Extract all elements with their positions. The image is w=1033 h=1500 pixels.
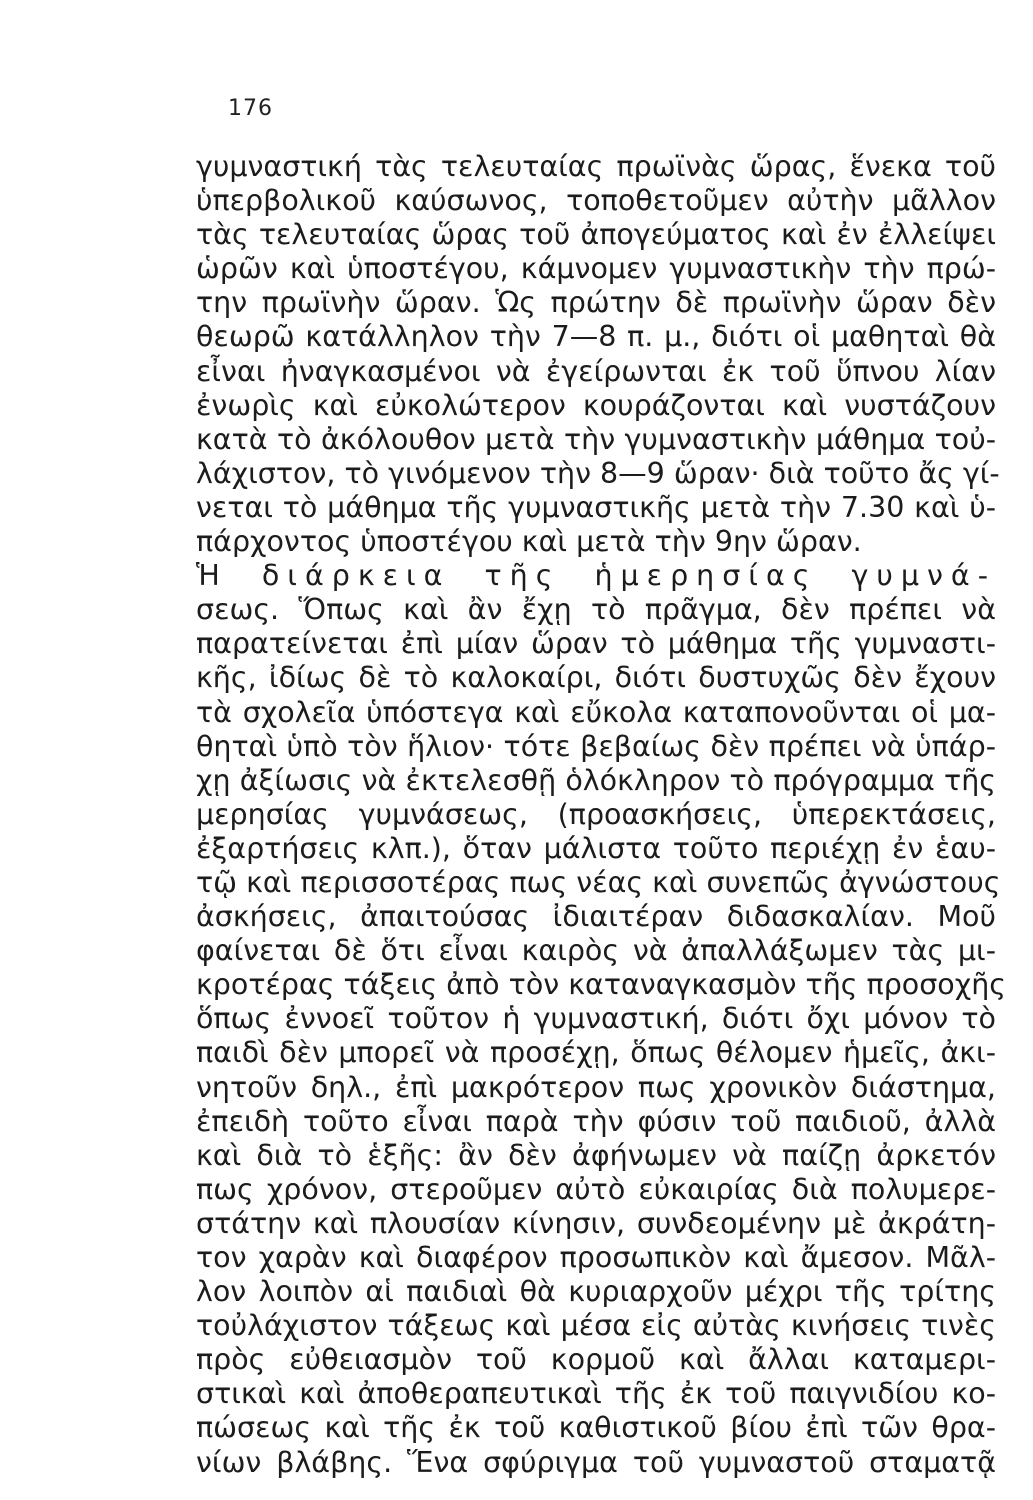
text-line: παιδὶ δὲν μπορεῖ νὰ προσέχῃ, ὅπως θέλομεν ἡμεῖς, ἀκι- (196, 1036, 996, 1070)
text-line: τῷ καὶ περισσοτέρας πως νέας καὶ συνεπῶς ἀγνώστους (196, 865, 1001, 899)
text-line: χῃ ἀξίωσις νὰ ἐκτελεσθῇ ὁλόκληρον τὸ πρόγραμμα τῆς (196, 763, 996, 797)
text-line: ὅπως ἐννοεῖ τοῦτον ἡ γυμναστική, διότι ὄχι μόνον τὸ (196, 1002, 996, 1036)
text-line: καὶ διὰ τὸ ἑξῆς: ἂν δὲν ἀφήνωμεν νὰ παίζῃ ἀρκετόν (196, 1138, 996, 1172)
text-line: ὑπερβολικοῦ καύσωνος, τοποθετοῦμεν αὐτὴν μᾶλλον (196, 184, 996, 218)
text-line: τὰς τελευταίας ὥρας τοῦ ἀπογεύματος καὶ ἐν ἐλλείψει (196, 218, 996, 252)
text-line: νεται τὸ μάθημα τῆς γυμναστικῆς μετὰ τὴν 7.30 καὶ ὑ- (196, 490, 996, 524)
text-line: σεως. Ὅπως καὶ ἂν ἔχῃ τὸ πρᾶγμα, δὲν πρέπει νὰ (196, 593, 996, 627)
body-text (196, 150, 1006, 1480)
text-line: τοὐλάχιστον τάξεως καὶ μέσα εἰς αὐτὰς κινήσεις τινὲς (196, 1309, 996, 1343)
text-line: στάτην καὶ πλουσίαν κίνησιν, συνδεομένην μὲ ἀκράτη- (196, 1206, 996, 1240)
text-line: κατὰ τὸ ἀκόλουθον μετὰ τὴν γυμναστικὴν μάθημα τοὐ- (196, 422, 996, 456)
text-line: μερησίας γυμνάσεως, (προασκήσεις, ὑπερεκτάσεις, (196, 797, 996, 831)
text-line: ἀσκήσεις, ἀπαιτούσας ἰδιαιτέραν διδασκαλίαν. Μοῦ (196, 900, 996, 934)
text-line: κροτέρας τάξεις ἀπὸ τὸν καταναγκασμὸν τῆς προσοχῆς (196, 968, 1006, 1002)
text-line: την πρωϊνὴν ὥραν. Ὡς πρώτην δὲ πρωϊνὴν ὥραν δὲν (196, 286, 996, 320)
text-line: φαίνεται δὲ ὅτι εἶναι καιρὸς νὰ ἀπαλλάξωμεν τὰς μι- (196, 934, 996, 968)
text-line: πάρχοντος ὑποστέγου καὶ μετὰ τὴν 9ην ὥραν. (196, 525, 862, 559)
text-line: θηταὶ ὑπὸ τὸν ἥλιον· τότε βεβαίως δὲν πρέπει νὰ ὑπάρ- (196, 729, 996, 763)
text-line: κῆς, ἰδίως δὲ τὸ καλοκαίρι, διότι δυστυχῶς δὲν ἔχουν (196, 661, 996, 695)
text-line: γυμναστική τὰς τελευταίας πρωϊνὰς ὥρας, ἕνεκα τοῦ (196, 150, 996, 183)
text-line: στικαὶ καὶ ἀποθεραπευτικαὶ τῆς ἐκ τοῦ παιγνιδίου κο- (196, 1377, 996, 1411)
text-line: θεωρῶ κατάλληλον τὴν 7—8 π. μ., διότι οἱ μαθηταὶ θὰ (196, 320, 996, 354)
text-line: ἐπειδὴ τοῦτο εἶναι παρὰ τὴν φύσιν τοῦ παιδιοῦ, ἀλλὰ (196, 1104, 996, 1138)
section-heading-line: Ἡ διάρκεια τῆς ἡμερησίας γυμνά- (196, 559, 996, 593)
page-number: 176 (228, 96, 273, 121)
text-line: νητοῦν δηλ., ἐπὶ μακρότερον πως χρονικὸν διάστημα, (196, 1070, 996, 1104)
text-line: ἐνωρὶς καὶ εὐκολώτερον κουράζονται καὶ νυστάζουν (196, 388, 996, 422)
text-line: ὡρῶν καὶ ὑποστέγου, κάμνομεν γυμναστικὴν τὴν πρώ- (196, 252, 996, 286)
text-line: τον χαρὰν καὶ διαφέρον προσωπικὸν καὶ ἄμεσον. Μᾶλ- (196, 1241, 996, 1274)
text-line: ἐξαρτήσεις κλπ.), ὅταν μάλιστα τοῦτο περιέχῃ ἐν ἑαυ- (196, 831, 996, 865)
text-line: πως χρόνον, στεροῦμεν αὐτὸ εὐκαιρίας διὰ πολυμερε- (196, 1172, 996, 1206)
text-line: λον λοιπὸν αἱ παιδιαὶ θὰ κυριαρχοῦν μέχρι τῆς τρίτης (196, 1275, 996, 1309)
text-line: εἶναι ἠναγκασμένοι νὰ ἐγείρωνται ἐκ τοῦ ὕπνου λίαν (196, 354, 996, 388)
text-line: πώσεως καὶ τῆς ἐκ τοῦ καθιστικοῦ βίου ἐπὶ τῶν θρα- (196, 1411, 996, 1445)
text-line: παρατείνεται ἐπὶ μίαν ὥραν τὸ μάθημα τῆς γυμναστι- (196, 627, 996, 661)
text-line: πρὸς εὐθειασμὸν τοῦ κορμοῦ καὶ ἄλλαι καταμερι- (196, 1343, 996, 1377)
text-line: νίων βλάβης. Ἕνα σφύριγμα τοῦ γυμναστοῦ σταματᾷ (196, 1445, 996, 1479)
text-line: τὰ σχολεῖα ὑπόστεγα καὶ εὔκολα καταπονοῦνται οἱ μα- (196, 695, 996, 729)
text-line: λάχιστον, τὸ γινόμενον τὴν 8—9 ὥραν· διὰ τοῦτο ἄς γί- (196, 456, 1000, 490)
